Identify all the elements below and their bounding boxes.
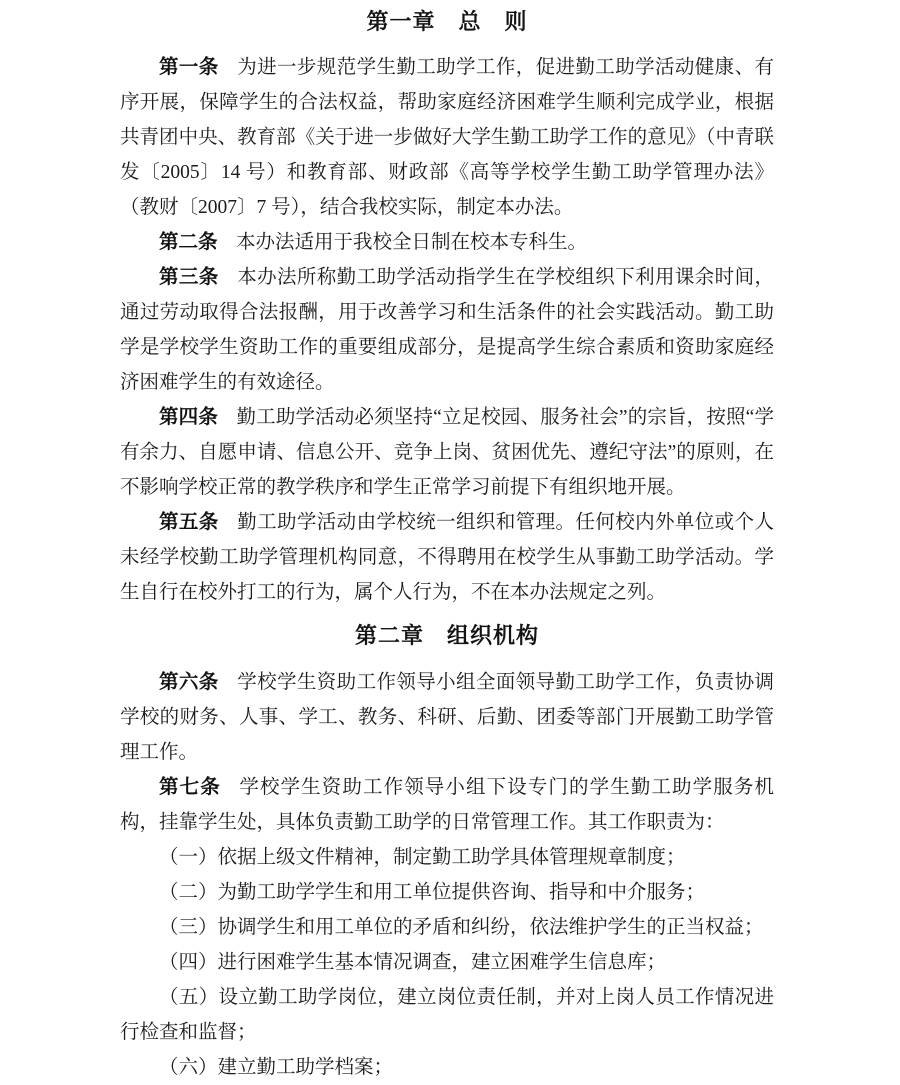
duty-item-1 xyxy=(120,840,774,875)
duty-item-5-text: （五）设立勤工助学岗位，建立岗位责任制，并对上岗人员工作情况进行检查和监督； xyxy=(120,987,774,1043)
article-2-text: 本办法适用于我校全日制在校本专科生。 xyxy=(236,232,588,253)
chapter-2-heading: 第二章 组织机构 xyxy=(354,623,539,648)
article-6-text: 学校学生资助工作领导小组全面领导勤工助学工作，负责协调学校的财务、人事、学工、教务、科研、后勤、团委等部门开展勤工助学管理工作。 xyxy=(120,672,774,763)
duty-item-6 xyxy=(120,1050,774,1085)
article-7-text: 学校学生资助工作领导小组下设专门的学生勤工助学服务机构，挂靠学生处，具体负责勤工助学的日常管理工作。其工作职责为： xyxy=(120,777,774,833)
article-1-text: 为进一步规范学生勤工助学工作，促进勤工助学活动健康、有序开展，保障学生的合法权益，帮助家庭经济困难学生顺利完成学业，根据共青团中央、教育部《关于进一步做好大学生勤工助学工作的意见》（中青联发〔2005〕14 号）和教育部、财政部《高等学校学生勤工助学管理办法》（教财〔2007〕7 号），结合我校实际，制定本办法。 xyxy=(120,57,774,218)
article-paragraph-6 xyxy=(120,665,774,770)
article-1-label: 第一条 xyxy=(159,57,219,78)
article-paragraph-5 xyxy=(120,505,774,610)
duty-item-3-text: （三）协调学生和用工单位的矛盾和纠纷，依法维护学生的正当权益； xyxy=(159,917,764,938)
article-paragraph-4 xyxy=(120,400,774,505)
article-paragraph-1 xyxy=(120,50,774,225)
article-5-text: 勤工助学活动由学校统一组织和管理。任何校内外单位或个人未经学校勤工助学管理机构同意，不得聘用在校学生从事勤工助学活动。学生自行在校外打工的行为，属个人行为，不在本办法规定之列。 xyxy=(120,512,774,603)
article-5-label: 第五条 xyxy=(159,512,219,533)
article-paragraph-7 xyxy=(120,770,774,840)
duty-item-4-text: （四）进行困难学生基本情况调查，建立困难学生信息库； xyxy=(159,952,667,973)
article-paragraph-2 xyxy=(120,225,774,260)
duty-item-6-text: （六）建立勤工助学档案； xyxy=(159,1057,394,1078)
duty-item-2 xyxy=(120,875,774,910)
article-3-text: 本办法所称勤工助学活动指学生在学校组织下利用课余时间，通过劳动取得合法报酬，用于改善学习和生活条件的社会实践活动。勤工助学是学校学生资助工作的重要组成部分，是提高学生综合素质和资助家庭经济困难学生的有效途径。 xyxy=(120,267,774,393)
article-paragraph-3 xyxy=(120,260,774,400)
article-7-label: 第七条 xyxy=(159,777,221,798)
duty-item-4 xyxy=(120,945,774,980)
chapter-1-heading: 第一章 总 则 xyxy=(366,9,528,34)
article-2-label: 第二条 xyxy=(159,232,218,253)
duty-item-3 xyxy=(120,910,774,945)
duty-item-5 xyxy=(120,980,774,1050)
duty-item-2-text: （二）为勤工助学学生和用工单位提供咨询、指导和中介服务； xyxy=(159,882,706,903)
article-6-label: 第六条 xyxy=(159,672,219,693)
article-4-text: 勤工助学活动必须坚持“立足校园、服务社会”的宗旨，按照“学有余力、自愿申请、信息公开、竞争上岗、贫困优先、遵纪守法”的原则，在不影响学校正常的教学秩序和学生正常学习前提下有组织地开展。 xyxy=(120,407,774,498)
duty-item-1-text: （一）依据上级文件精神，制定勤工助学具体管理规章制度； xyxy=(159,847,686,868)
article-3-label: 第三条 xyxy=(159,267,219,288)
article-4-label: 第四条 xyxy=(159,407,218,428)
